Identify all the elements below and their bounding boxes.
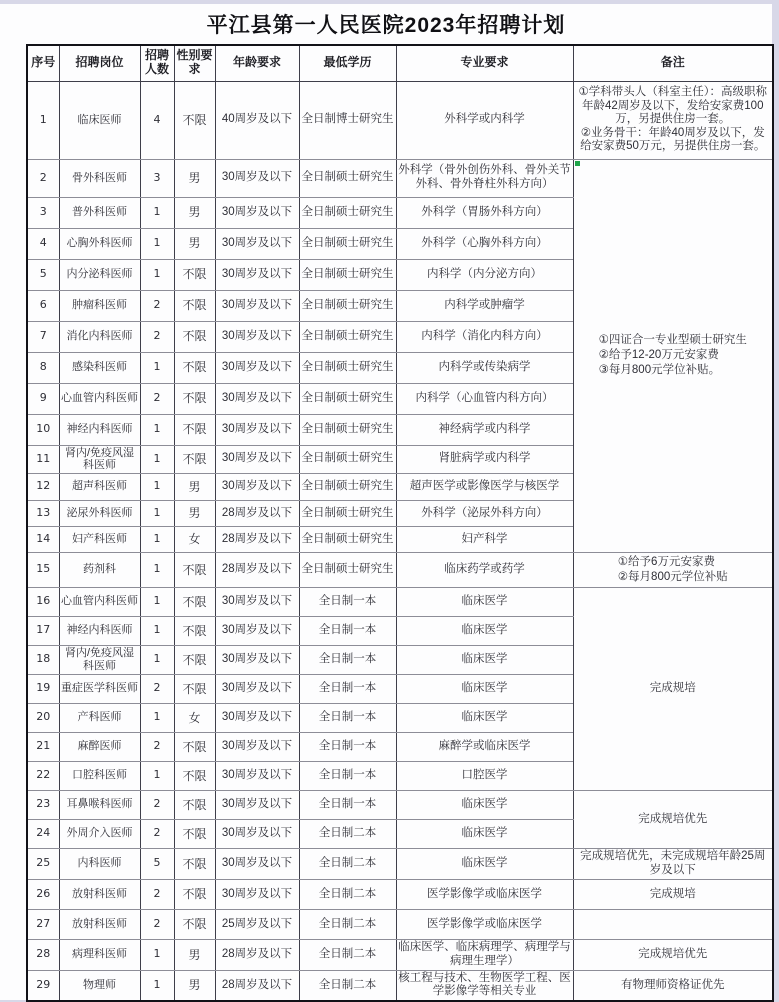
cell-seq: 1: [27, 81, 59, 159]
col-major: 专业要求: [396, 45, 573, 81]
table-row: [27, 790, 773, 819]
cell-position: 麻醉医师: [59, 732, 140, 761]
cell-count: 2: [140, 879, 174, 909]
cell-seq: 11: [27, 445, 59, 473]
cell-position: 病理科医师: [59, 939, 140, 970]
remark-line: ②每月800元学位补贴: [617, 570, 728, 583]
col-age: 年龄要求: [215, 45, 299, 81]
cell-position: 普外科医师: [59, 197, 140, 228]
cell-education: 全日制硕士研究生: [299, 500, 396, 526]
cell-count: 2: [140, 321, 174, 352]
cell-seq: 6: [27, 290, 59, 321]
cell-gender: 不限: [174, 761, 215, 790]
cell-seq: 5: [27, 259, 59, 290]
remark-line: 完成规培: [649, 887, 696, 900]
col-position: 招聘岗位: [59, 45, 140, 81]
cell-age: 30周岁及以下: [215, 616, 299, 645]
remark-text: [576, 888, 771, 902]
cell-seq: 29: [27, 970, 59, 1001]
cell-position: 内科医师: [59, 848, 140, 879]
cell-age: 30周岁及以下: [215, 674, 299, 703]
cell-age: 30周岁及以下: [215, 159, 299, 197]
cell-count: 1: [140, 228, 174, 259]
cell-count: 1: [140, 939, 174, 970]
cell-count: 2: [140, 290, 174, 321]
cell-count: 3: [140, 159, 174, 197]
cell-gender: 不限: [174, 879, 215, 909]
cell-major: 临床医学: [396, 645, 573, 674]
cell-position: 神经内科医师: [59, 616, 140, 645]
cell-count: 1: [140, 703, 174, 732]
cell-major: 临床医学: [396, 790, 573, 819]
remark-line: ①学科带头人（科室主任）：高级职称年龄42周岁及以下，发给安家费100万，另提供住房一套。: [578, 86, 768, 126]
remark-text: [576, 850, 771, 877]
cell-education: 全日制一本: [299, 703, 396, 732]
cell-education: 全日制硕士研究生: [299, 228, 396, 259]
cell-age: 28周岁及以下: [215, 939, 299, 970]
cell-major: 妇产科学: [396, 526, 573, 552]
cell-count: 2: [140, 909, 174, 939]
cell-gender: 不限: [174, 587, 215, 616]
cell-seq: 8: [27, 352, 59, 383]
cell-age: 25周岁及以下: [215, 909, 299, 939]
cell-education: 全日制硕士研究生: [299, 321, 396, 352]
cell-seq: 12: [27, 473, 59, 500]
cell-gender: 不限: [174, 352, 215, 383]
cell-major: 口腔医学: [396, 761, 573, 790]
col-education: 最低学历: [299, 45, 396, 81]
cell-gender: 不限: [174, 790, 215, 819]
cell-seq: 22: [27, 761, 59, 790]
cell-age: 30周岁及以下: [215, 879, 299, 909]
cell-count: 1: [140, 445, 174, 473]
cell-position: 骨外科医师: [59, 159, 140, 197]
cell-age: 30周岁及以下: [215, 228, 299, 259]
cell-gender: 不限: [174, 674, 215, 703]
col-gender: 性别要求: [174, 45, 215, 81]
cell-age: 30周岁及以下: [215, 290, 299, 321]
cell-position: 肾内/免疫风湿科医师: [59, 645, 140, 674]
cell-major: 外科学（泌尿外科方向）: [396, 500, 573, 526]
cell-education: 全日制二本: [299, 819, 396, 848]
cell-age: 30周岁及以下: [215, 587, 299, 616]
cell-count: 1: [140, 414, 174, 445]
cell-gender: 女: [174, 526, 215, 552]
cell-seq: 26: [27, 879, 59, 909]
cell-gender: 男: [174, 500, 215, 526]
col-seq: 序号: [27, 45, 59, 81]
cell-gender: 女: [174, 703, 215, 732]
cell-gender: 不限: [174, 445, 215, 473]
cell-education: 全日制硕士研究生: [299, 526, 396, 552]
cell-education: 全日制硕士研究生: [299, 552, 396, 587]
cell-age: 30周岁及以下: [215, 259, 299, 290]
cell-gender: 不限: [174, 909, 215, 939]
col-remark: 备注: [573, 45, 773, 81]
cell-education: 全日制一本: [299, 616, 396, 645]
cell-seq: 25: [27, 848, 59, 879]
cell-gender: 男: [174, 939, 215, 970]
cell-education: 全日制一本: [299, 732, 396, 761]
cell-education: 全日制硕士研究生: [299, 414, 396, 445]
cell-education: 全日制一本: [299, 674, 396, 703]
cell-position: 临床医师: [59, 81, 140, 159]
cell-major: 内科学（消化内科方向）: [396, 321, 573, 352]
cell-gender: 不限: [174, 848, 215, 879]
cell-seq: 24: [27, 819, 59, 848]
cell-position: 口腔科医师: [59, 761, 140, 790]
remark-line: ③每月800元学位补贴。: [598, 364, 721, 377]
cell-count: 1: [140, 616, 174, 645]
table-body: [27, 81, 773, 1001]
cell-gender: 不限: [174, 81, 215, 159]
cell-position: 心血管内科医师: [59, 383, 140, 414]
cell-age: 30周岁及以下: [215, 321, 299, 352]
cell-age: 30周岁及以下: [215, 414, 299, 445]
cell-major: 内科学或肿瘤学: [396, 290, 573, 321]
cell-seq: 23: [27, 790, 59, 819]
cell-seq: 9: [27, 383, 59, 414]
cell-remark: [573, 159, 773, 552]
cell-major: 麻醉学或临床医学: [396, 732, 573, 761]
cell-age: 30周岁及以下: [215, 703, 299, 732]
cell-position: 物理师: [59, 970, 140, 1001]
cell-education: 全日制硕士研究生: [299, 383, 396, 414]
cell-position: 心血管内科医师: [59, 587, 140, 616]
cell-major: 临床药学或药学: [396, 552, 573, 587]
cell-count: 1: [140, 970, 174, 1001]
table-row: [27, 879, 773, 909]
remark-text: [599, 333, 747, 378]
remark-text: [576, 813, 771, 827]
cell-education: 全日制硕士研究生: [299, 159, 396, 197]
cell-major: 外科学（心胸外科方向）: [396, 228, 573, 259]
cell-position: 肿瘤科医师: [59, 290, 140, 321]
remark-text: [576, 979, 771, 993]
cell-count: 1: [140, 552, 174, 587]
cell-seq: 10: [27, 414, 59, 445]
table-row: [27, 587, 773, 616]
cell-major: 临床医学: [396, 587, 573, 616]
cell-seq: 3: [27, 197, 59, 228]
cell-position: 外周介入医师: [59, 819, 140, 848]
cell-remark: [573, 970, 773, 1001]
cell-gender: 男: [174, 159, 215, 197]
cell-gender: 不限: [174, 732, 215, 761]
cell-count: 1: [140, 645, 174, 674]
cell-education: 全日制硕士研究生: [299, 197, 396, 228]
table-row: [27, 909, 773, 939]
cell-education: 全日制硕士研究生: [299, 352, 396, 383]
cell-position: 妇产科医师: [59, 526, 140, 552]
cell-count: 1: [140, 587, 174, 616]
cell-major: 医学影像学或临床医学: [396, 879, 573, 909]
cell-remark: [573, 939, 773, 970]
cell-seq: 19: [27, 674, 59, 703]
remark-text: [576, 948, 771, 962]
cell-gender: 不限: [174, 259, 215, 290]
cell-seq: 28: [27, 939, 59, 970]
cell-position: 内分泌科医师: [59, 259, 140, 290]
cell-seq: 20: [27, 703, 59, 732]
page-title: 平江县第一人民医院2023年招聘计划: [206, 14, 566, 37]
remark-line: 完成规培优先: [638, 948, 708, 960]
cell-major: 超声医学或影像医学与核医学: [396, 473, 573, 500]
cell-count: 1: [140, 526, 174, 552]
cell-major: 核工程与技术、生物医学工程、医学影像学等相关专业: [396, 970, 573, 1001]
cell-remark: [573, 909, 773, 939]
cell-gender: 不限: [174, 414, 215, 445]
cell-age: 30周岁及以下: [215, 445, 299, 473]
cell-position: 消化内科医师: [59, 321, 140, 352]
cell-major: 医学影像学或临床医学: [396, 909, 573, 939]
cell-age: 30周岁及以下: [215, 645, 299, 674]
cell-position: 神经内科医师: [59, 414, 140, 445]
table-row: [27, 848, 773, 879]
table-row: [27, 159, 773, 197]
recruitment-table: [26, 44, 774, 1002]
cell-seq: 16: [27, 587, 59, 616]
cell-major: 外科学（骨外创伤外科、骨外关节外科、骨外脊柱外科方向）: [396, 159, 573, 197]
cell-seq: 17: [27, 616, 59, 645]
cell-major: 肾脏病学或内科学: [396, 445, 573, 473]
table-row: [27, 970, 773, 1001]
cell-position: 药剂科: [59, 552, 140, 587]
cell-count: 1: [140, 761, 174, 790]
header-row: [27, 45, 773, 81]
cell-major: 临床医学: [396, 819, 573, 848]
cell-position: 放射科医师: [59, 879, 140, 909]
cell-education: 全日制硕士研究生: [299, 445, 396, 473]
cell-gender: 不限: [174, 321, 215, 352]
cell-seq: 27: [27, 909, 59, 939]
cell-count: 1: [140, 473, 174, 500]
cell-major: 临床医学: [396, 616, 573, 645]
remark-line: ②给予12-20万元安家费: [598, 349, 719, 362]
cell-education: 全日制硕士研究生: [299, 290, 396, 321]
cell-age: 30周岁及以下: [215, 848, 299, 879]
cell-position: 肾内/免疫风湿科医师: [59, 445, 140, 473]
cell-age: 28周岁及以下: [215, 500, 299, 526]
cell-education: 全日制二本: [299, 939, 396, 970]
cell-age: 30周岁及以下: [215, 732, 299, 761]
cell-education: 全日制二本: [299, 879, 396, 909]
cell-seq: 18: [27, 645, 59, 674]
cell-position: 泌尿外科医师: [59, 500, 140, 526]
remark-text: [618, 555, 728, 585]
cell-seq: 14: [27, 526, 59, 552]
table-row: [27, 939, 773, 970]
cell-gender: 不限: [174, 819, 215, 848]
cell-gender: 不限: [174, 645, 215, 674]
cell-major: 临床医学: [396, 703, 573, 732]
cell-education: 全日制硕士研究生: [299, 259, 396, 290]
cell-remark: [573, 790, 773, 848]
cell-seq: 13: [27, 500, 59, 526]
cell-count: 2: [140, 383, 174, 414]
table-header: [27, 45, 773, 81]
cell-seq: 15: [27, 552, 59, 587]
cell-major: 临床医学、临床病理学、病理学与病理生理学）: [396, 939, 573, 970]
cell-education: 全日制硕士研究生: [299, 473, 396, 500]
cell-position: 产科医师: [59, 703, 140, 732]
cell-count: 1: [140, 500, 174, 526]
cell-seq: 2: [27, 159, 59, 197]
cell-age: 30周岁及以下: [215, 383, 299, 414]
cell-position: 心胸外科医师: [59, 228, 140, 259]
remark-line: ②业务骨干：年龄40周岁及以下，发给安家费50万元，另提供住房一套。: [580, 126, 766, 153]
cell-gender: 不限: [174, 290, 215, 321]
cell-count: 1: [140, 259, 174, 290]
cell-major: 神经病学或内科学: [396, 414, 573, 445]
cell-education: 全日制一本: [299, 587, 396, 616]
cell-position: 放射科医师: [59, 909, 140, 939]
cell-remark: [573, 587, 773, 790]
table-row: [27, 552, 773, 587]
cell-gender: 不限: [174, 552, 215, 587]
cell-major: 内科学或传染病学: [396, 352, 573, 383]
cell-gender: 男: [174, 197, 215, 228]
cell-education: 全日制二本: [299, 970, 396, 1001]
cell-gender: 不限: [174, 383, 215, 414]
cell-remark: [573, 552, 773, 587]
cell-major: 临床医学: [396, 848, 573, 879]
cell-education: 全日制一本: [299, 790, 396, 819]
cell-seq: 21: [27, 732, 59, 761]
cell-seq: 4: [27, 228, 59, 259]
remark-text: [576, 682, 771, 696]
cell-position: 重症医学科医师: [59, 674, 140, 703]
cell-remark: [573, 879, 773, 909]
cell-education: 全日制一本: [299, 761, 396, 790]
table-row: [27, 81, 773, 159]
remark-line: 完成规培优先，未完成规培年龄25周岁及以下: [580, 850, 766, 876]
remark-line: 有物理师资格证优先: [621, 978, 725, 991]
cell-education: 全日制博士研究生: [299, 81, 396, 159]
cell-age: 30周岁及以下: [215, 352, 299, 383]
cell-position: 耳鼻喉科医师: [59, 790, 140, 819]
cell-education: 全日制二本: [299, 848, 396, 879]
cell-age: 30周岁及以下: [215, 761, 299, 790]
cell-education: 全日制二本: [299, 909, 396, 939]
cell-gender: 男: [174, 473, 215, 500]
remark-text: [576, 86, 771, 154]
cell-age: 28周岁及以下: [215, 552, 299, 587]
col-count: 招聘人数: [140, 45, 174, 81]
cell-count: 2: [140, 732, 174, 761]
cell-count: 2: [140, 790, 174, 819]
cell-count: 2: [140, 819, 174, 848]
cell-gender: 不限: [174, 616, 215, 645]
green-corner-marker-icon: [575, 161, 580, 166]
cell-age: 30周岁及以下: [215, 473, 299, 500]
document-sheet: [0, 4, 772, 1000]
cell-seq: 7: [27, 321, 59, 352]
cell-position: 超声科医师: [59, 473, 140, 500]
cell-count: 4: [140, 81, 174, 159]
cell-gender: 男: [174, 970, 215, 1001]
remark-line: 完成规培: [649, 682, 696, 694]
cell-remark: [573, 81, 773, 159]
cell-age: 30周岁及以下: [215, 790, 299, 819]
cell-major: 内科学（心血管内科方向）: [396, 383, 573, 414]
remark-line: ①四证合一专业型硕士研究生: [598, 334, 747, 347]
cell-count: 1: [140, 352, 174, 383]
remark-line: ①给予6万元安家费: [617, 555, 715, 568]
cell-age: 28周岁及以下: [215, 970, 299, 1001]
cell-age: 40周岁及以下: [215, 81, 299, 159]
cell-age: 28周岁及以下: [215, 526, 299, 552]
cell-education: 全日制一本: [299, 645, 396, 674]
cell-major: 内科学（内分泌方向）: [396, 259, 573, 290]
cell-count: 5: [140, 848, 174, 879]
remark-line: 完成规培优先: [638, 812, 708, 825]
cell-count: 1: [140, 197, 174, 228]
cell-remark: [573, 848, 773, 879]
cell-gender: 男: [174, 228, 215, 259]
cell-age: 30周岁及以下: [215, 819, 299, 848]
cell-age: 30周岁及以下: [215, 197, 299, 228]
cell-count: 2: [140, 674, 174, 703]
cell-major: 外科学或内科学: [396, 81, 573, 159]
cell-major: 临床医学: [396, 674, 573, 703]
cell-major: 外科学（胃肠外科方向）: [396, 197, 573, 228]
cell-position: 感染科医师: [59, 352, 140, 383]
